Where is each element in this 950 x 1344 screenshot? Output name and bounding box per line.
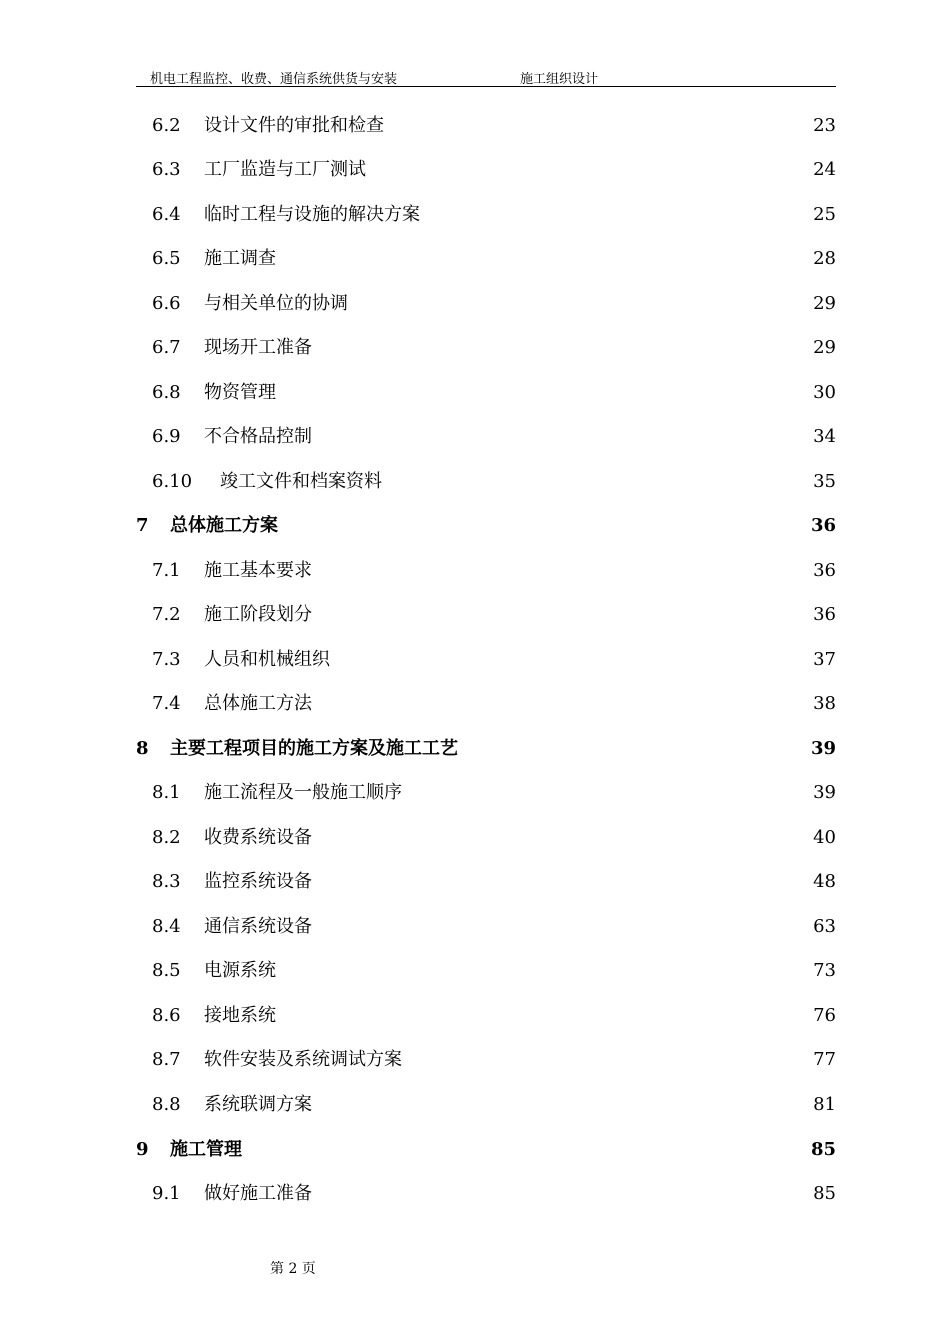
toc-chapter-page: 36 bbox=[810, 515, 836, 536]
toc-entry-page: 35 bbox=[813, 471, 836, 492]
toc-entry-title: 与相关单位的协调 bbox=[204, 293, 348, 314]
toc-entry-title: 系统联调方案 bbox=[204, 1094, 312, 1115]
toc-entry-title: 不合格品控制 bbox=[204, 426, 312, 447]
toc-entry-page: 85 bbox=[813, 1183, 836, 1204]
header-doc-title: 施工组织设计 bbox=[520, 72, 599, 87]
toc-chapter-title: 主要工程项目的施工方案及施工工艺 bbox=[170, 738, 458, 759]
toc-entry-title: 人员和机械组织 bbox=[204, 649, 330, 670]
toc-entry-number: 8.8 bbox=[152, 1094, 181, 1115]
toc-entry-number: 6.4 bbox=[152, 204, 181, 225]
toc-entry-page: 38 bbox=[813, 693, 836, 714]
toc-entry-title: 施工阶段划分 bbox=[204, 604, 312, 625]
toc-entry-6-5[interactable] bbox=[0, 244, 950, 274]
toc-entry-title: 软件安装及系统调试方案 bbox=[204, 1049, 402, 1070]
toc-entry-number: 8.4 bbox=[152, 916, 181, 937]
toc-entry-title: 施工流程及一般施工顺序 bbox=[204, 782, 402, 803]
toc-entry-title: 施工调查 bbox=[204, 248, 276, 269]
toc-entry-title: 收费系统设备 bbox=[204, 827, 312, 848]
toc-entry-number: 6.10 bbox=[152, 471, 193, 492]
toc-entry-number: 6.6 bbox=[152, 293, 181, 314]
toc-entry-title: 临时工程与设施的解决方案 bbox=[204, 204, 420, 225]
toc-entry-number: 7.1 bbox=[152, 560, 181, 581]
toc-entry-number: 8.6 bbox=[152, 1005, 181, 1026]
toc-entry-page: 48 bbox=[813, 871, 836, 892]
header-project-title: 机电工程监控、收费、通信系统供货与安装 bbox=[150, 72, 398, 87]
toc-entry-page: 25 bbox=[813, 204, 836, 225]
toc-chapter-8[interactable] bbox=[0, 734, 950, 764]
toc-entry-page: 29 bbox=[813, 337, 836, 358]
toc-entry-number: 9.1 bbox=[152, 1183, 181, 1204]
toc-entry-page: 24 bbox=[813, 159, 836, 180]
toc-entry-8-4[interactable] bbox=[0, 912, 950, 942]
toc-entry-page: 28 bbox=[813, 248, 836, 269]
toc-entry-9-1[interactable] bbox=[0, 1179, 950, 1209]
toc-entry-8-6[interactable] bbox=[0, 1001, 950, 1031]
toc-chapter-number: 9 bbox=[136, 1139, 149, 1160]
toc-entry-number: 7.3 bbox=[152, 649, 181, 670]
toc-entry-6-6[interactable] bbox=[0, 289, 950, 319]
toc-entry-title: 接地系统 bbox=[204, 1005, 276, 1026]
toc-entry-number: 8.7 bbox=[152, 1049, 181, 1070]
toc-entry-number: 6.8 bbox=[152, 382, 181, 403]
toc-entry-8-7[interactable] bbox=[0, 1045, 950, 1075]
toc-entry-8-3[interactable] bbox=[0, 867, 950, 897]
toc-chapter-title: 施工管理 bbox=[170, 1139, 242, 1160]
toc-entry-number: 7.2 bbox=[152, 604, 181, 625]
toc-chapter-7[interactable] bbox=[0, 511, 950, 541]
toc-entry-page: 40 bbox=[813, 827, 836, 848]
toc-entry-8-2[interactable] bbox=[0, 823, 950, 853]
toc-entry-page: 81 bbox=[813, 1094, 836, 1115]
toc-entry-number: 8.3 bbox=[152, 871, 181, 892]
toc-chapter-9[interactable] bbox=[0, 1135, 950, 1165]
toc-entry-title: 电源系统 bbox=[204, 960, 276, 981]
toc-entry-page: 63 bbox=[813, 916, 836, 937]
toc-entry-title: 做好施工准备 bbox=[204, 1183, 312, 1204]
toc-entry-title: 现场开工准备 bbox=[204, 337, 312, 358]
toc-entry-page: 77 bbox=[813, 1049, 836, 1070]
toc-entry-6-10[interactable] bbox=[0, 467, 950, 497]
toc-entry-title: 施工基本要求 bbox=[204, 560, 312, 581]
toc-entry-title: 监控系统设备 bbox=[204, 871, 312, 892]
toc-entry-number: 7.4 bbox=[152, 693, 181, 714]
toc-entry-page: 34 bbox=[813, 426, 836, 447]
toc-entry-8-8[interactable] bbox=[0, 1090, 950, 1120]
toc-entry-number: 6.7 bbox=[152, 337, 181, 358]
toc-entry-7-3[interactable] bbox=[0, 645, 950, 675]
toc-chapter-number: 8 bbox=[136, 738, 149, 759]
toc-entry-number: 8.2 bbox=[152, 827, 181, 848]
toc-chapter-page: 39 bbox=[810, 738, 836, 759]
toc-entry-7-2[interactable] bbox=[0, 600, 950, 630]
toc-entry-6-9[interactable] bbox=[0, 422, 950, 452]
toc-entry-number: 6.5 bbox=[152, 248, 181, 269]
toc-entry-page: 73 bbox=[813, 960, 836, 981]
toc-entry-page: 36 bbox=[813, 560, 836, 581]
toc-entry-page: 37 bbox=[813, 649, 836, 670]
toc-entry-page: 29 bbox=[813, 293, 836, 314]
toc-entry-page: 23 bbox=[813, 115, 836, 136]
toc-entry-number: 6.2 bbox=[152, 115, 181, 136]
toc-entry-page: 30 bbox=[813, 382, 836, 403]
toc-entry-8-5[interactable] bbox=[0, 956, 950, 986]
toc-entry-page: 76 bbox=[813, 1005, 836, 1026]
toc-entry-7-4[interactable] bbox=[0, 689, 950, 719]
toc-entry-number: 8.5 bbox=[152, 960, 181, 981]
toc-entry-7-1[interactable] bbox=[0, 556, 950, 586]
toc-entry-number: 6.3 bbox=[152, 159, 181, 180]
toc-chapter-title: 总体施工方案 bbox=[170, 515, 278, 536]
toc-chapter-page: 85 bbox=[810, 1139, 836, 1160]
toc-entry-page: 36 bbox=[813, 604, 836, 625]
toc-entry-6-3[interactable] bbox=[0, 155, 950, 185]
toc-entry-title: 物资管理 bbox=[204, 382, 276, 403]
toc-entry-6-7[interactable] bbox=[0, 333, 950, 363]
toc-entry-title: 通信系统设备 bbox=[204, 916, 312, 937]
toc-entry-8-1[interactable] bbox=[0, 778, 950, 808]
toc-entry-number: 8.1 bbox=[152, 782, 181, 803]
toc-entry-title: 总体施工方法 bbox=[204, 693, 312, 714]
page-number-footer: 第 2 页 bbox=[270, 1261, 316, 1277]
toc-entry-title: 设计文件的审批和检查 bbox=[204, 115, 384, 136]
toc-chapter-number: 7 bbox=[136, 515, 149, 536]
toc-entry-6-2[interactable] bbox=[0, 111, 950, 141]
toc-entry-6-8[interactable] bbox=[0, 378, 950, 408]
toc-entry-page: 39 bbox=[813, 782, 836, 803]
toc-entry-6-4[interactable] bbox=[0, 200, 950, 230]
toc-entry-title: 工厂监造与工厂测试 bbox=[204, 159, 366, 180]
toc-entry-number: 6.9 bbox=[152, 426, 181, 447]
toc-entry-title: 竣工文件和档案资料 bbox=[220, 471, 382, 492]
